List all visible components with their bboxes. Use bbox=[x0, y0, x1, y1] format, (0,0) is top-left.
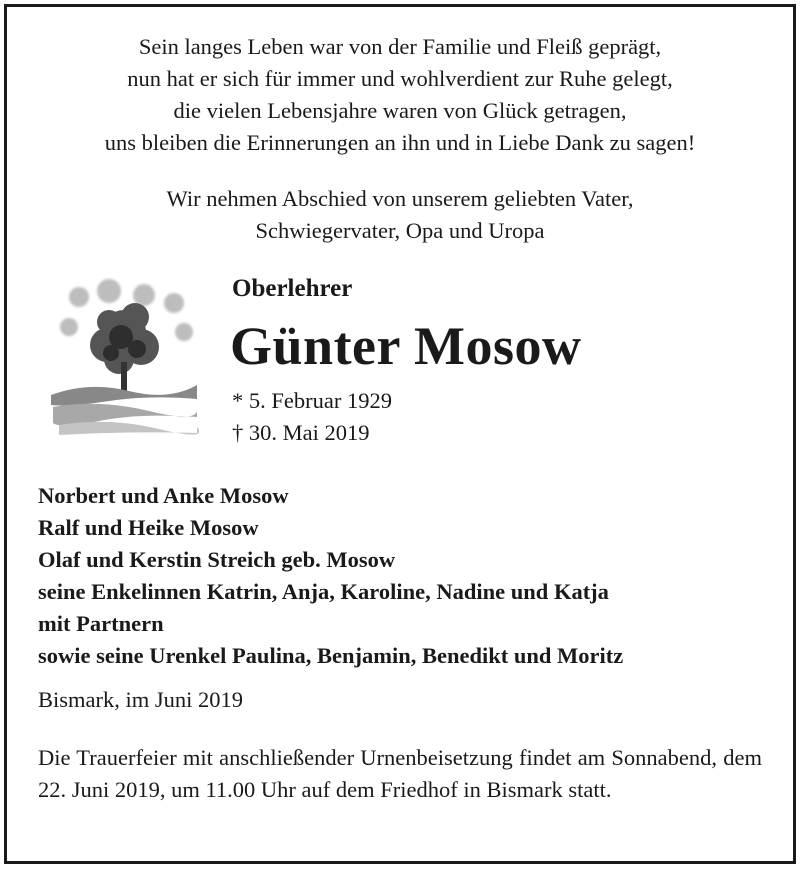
farewell-text bbox=[7, 183, 793, 247]
poem bbox=[7, 31, 793, 159]
mourner-line: mit Partnern bbox=[38, 611, 164, 636]
deceased-name: Günter Mosow bbox=[230, 316, 582, 376]
birth-date: * 5. Februar 1929 bbox=[232, 388, 392, 413]
place-date: Bismark, im Juni 2019 bbox=[38, 687, 244, 712]
farewell-line: Wir nehmen Abschied von unserem geliebten Vater, bbox=[166, 186, 634, 211]
poem-line: die vielen Lebensjahre waren von Glück getragen, bbox=[173, 98, 627, 123]
poem-line: Sein langes Leben war von der Familie und Fleiß geprägt, bbox=[138, 34, 662, 59]
mourner-line: seine Enkelinnen Katrin, Anja, Karoline, Nadine und Katja bbox=[38, 579, 609, 604]
death-date: † 30. Mai 2019 bbox=[232, 420, 370, 445]
mourner-line: Ralf und Heike Mosow bbox=[38, 515, 259, 540]
poem-line: uns bleiben die Erinnerungen an ihn und in Liebe Dank zu sagen! bbox=[104, 130, 696, 155]
obituary-frame bbox=[4, 4, 796, 864]
deceased-title: Oberlehrer bbox=[232, 275, 353, 302]
poem-line: nun hat er sich für immer und wohlverdient zur Ruhe gelegt, bbox=[127, 66, 673, 91]
mourner-line: Olaf und Kerstin Streich geb. Mosow bbox=[38, 547, 396, 572]
mourner-line: sowie seine Urenkel Paulina, Benjamin, Benedikt und Moritz bbox=[38, 643, 624, 668]
mourner-line: Norbert und Anke Mosow bbox=[38, 483, 289, 508]
tree-landscape-icon bbox=[49, 277, 199, 437]
mourners-list bbox=[38, 480, 623, 672]
life-dates bbox=[232, 385, 392, 449]
farewell-line: Schwiegervater, Opa und Uropa bbox=[255, 218, 545, 243]
service-notice: Die Trauerfeier mit anschließender Urnenbeisetzung findet am Sonnabend, dem 22. Juni 2019, um 11.00 Uhr auf dem Friedhof in Bismark statt. bbox=[38, 745, 762, 802]
